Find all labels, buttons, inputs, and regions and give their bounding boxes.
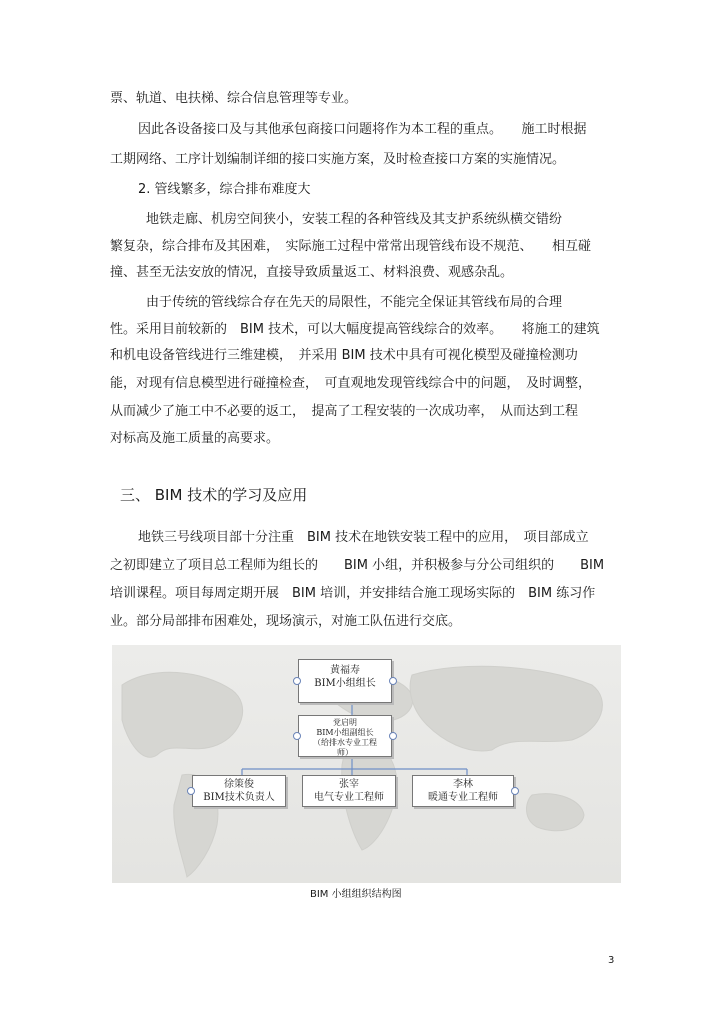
- org-node-member: [412, 775, 514, 807]
- paragraph-line: 性。采用目前较新的 BIM 技术，可以大幅度提高管线综合的效率。 将施工的建筑: [110, 322, 600, 337]
- figure-caption: BIM 小组组织结构图: [310, 889, 402, 900]
- org-node-member: [192, 775, 286, 807]
- leader-name: 黄福寿: [330, 665, 360, 676]
- selection-handle: [389, 732, 397, 740]
- org-node-leader: [298, 659, 392, 703]
- paragraph-line: 地铁走廊、机房空间狭小，安装工程的各种管线及其支护系统纵横交错纷: [146, 212, 563, 227]
- paragraph-line: 由于传统的管线综合存在先天的局限性，不能完全保证其管线布局的合理: [146, 295, 563, 310]
- paragraph-line: 因此各设备接口及与其他承包商接口问题将作为本工程的重点。 施工时根据: [138, 122, 587, 137]
- leader-role: BIM小组组长: [314, 678, 376, 689]
- member-role: BIM技术负责人: [203, 792, 275, 803]
- selection-handle: [389, 677, 397, 685]
- paragraph-line: 业。部分局部排布困难处，现场演示，对施工队伍进行交底。: [110, 614, 462, 629]
- org-chart-figure: [112, 645, 621, 883]
- org-node-deputy: [298, 715, 392, 757]
- selection-handle: [187, 787, 195, 795]
- deputy-role-line: 师）: [337, 748, 353, 757]
- deputy-role-line: （给排水专业工程: [313, 738, 377, 747]
- member-role: 暖通专业工程师: [428, 792, 498, 803]
- member-name: 李林: [453, 779, 473, 790]
- member-role: 电气专业工程师: [314, 792, 384, 803]
- paragraph-line: 能，对现有信息模型进行碰撞检查， 可直观地发现管线综合中的问题， 及时调整，: [110, 376, 592, 391]
- page-number: 3: [608, 955, 615, 966]
- selection-handle: [511, 787, 519, 795]
- selection-handle: [293, 677, 301, 685]
- paragraph-line: 繁复杂，综合排布及其困难， 实际施工过程中常常出现管线布设不规范、 相互碰: [110, 239, 592, 254]
- paragraph-line: 和机电设备管线进行三维建模， 并采用 BIM 技术中具有可视化模型及碰撞检测功: [110, 348, 578, 363]
- subheading: 2. 管线繁多，综合排布难度大: [138, 182, 311, 197]
- deputy-name: 党启明: [333, 718, 357, 727]
- paragraph-line: 之初即建立了项目总工程师为组长的 BIM 小组，并积极参与分公司组织的 BIM: [110, 558, 605, 573]
- deputy-role-line: BIM小组副组长: [316, 728, 374, 737]
- section-heading: 三、 BIM 技术的学习及应用: [120, 486, 308, 504]
- paragraph-line: 票、轨道、电扶梯、综合信息管理等专业。: [110, 91, 358, 106]
- member-name: 张宰: [339, 779, 359, 790]
- paragraph-line: 对标高及施工质量的高要求。: [110, 431, 280, 446]
- selection-handle: [293, 732, 301, 740]
- paragraph-line: 地铁三号线项目部十分注重 BIM 技术在地铁安装工程中的应用， 项目部成立: [138, 530, 589, 545]
- paragraph-line: 撞、甚至无法安放的情况，直接导致质量返工、材料浪费、观感杂乱。: [110, 265, 514, 280]
- paragraph-line: 工期网络、工序计划编制详细的接口实施方案，及时检查接口方案的实施情况。: [110, 152, 566, 167]
- member-name: 徐策俊: [224, 779, 254, 790]
- org-node-member: [302, 775, 396, 807]
- paragraph-line: 培训课程。项目每周定期开展 BIM 培训，并安排结合施工现场实际的 BIM 练习作: [110, 586, 596, 601]
- paragraph-line: 从而减少了施工中不必要的返工， 提高了工程安装的一次成功率， 从而达到工程: [110, 404, 579, 419]
